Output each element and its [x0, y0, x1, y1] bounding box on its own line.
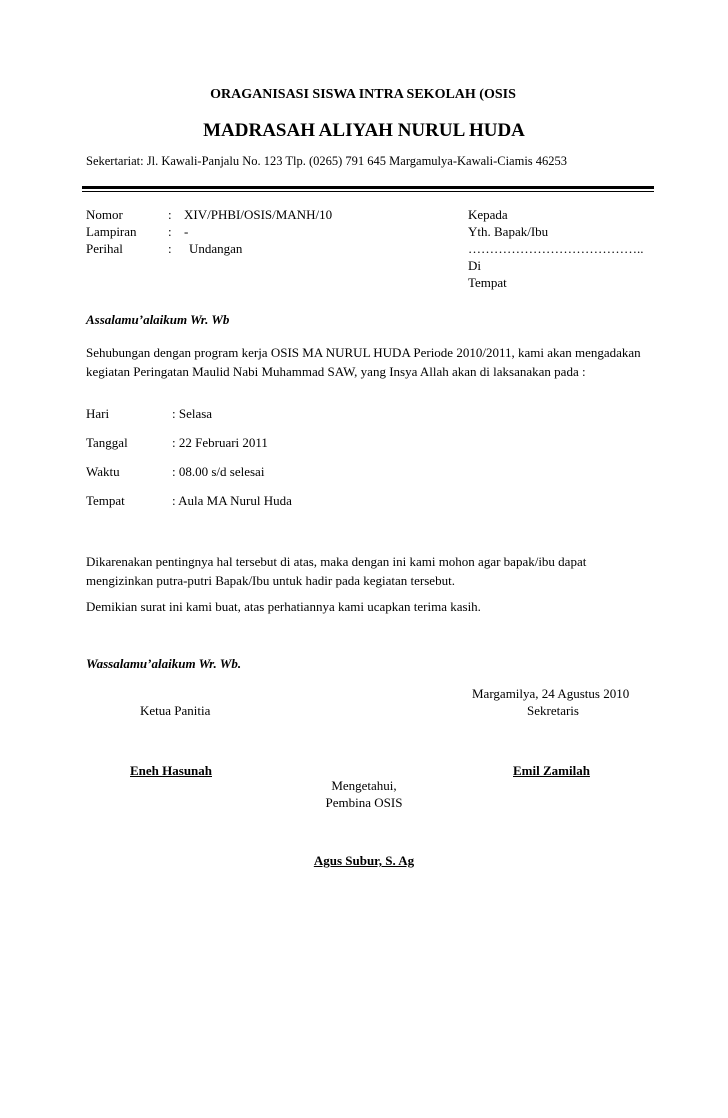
school-name: MADRASAH ALIYAH NURUL HUDA [203, 120, 525, 141]
nomor-colon: : [168, 207, 172, 222]
detail-value-waktu: : 08.00 s/d selesai [172, 464, 265, 479]
perihal-value: Undangan [189, 241, 243, 256]
closing-greeting: Wassalamu’alaikum Wr. Wb. [86, 656, 242, 671]
detail-label-tempat: Tempat [86, 493, 125, 508]
secretariat-address: Sekertariat: Jl. Kawali-Panjalu No. 123 Tlp. (0265) 791 645 Margamulya-Kawali-Ciamis 46253 [86, 154, 568, 168]
request-paragraph: Dikarenakan pentingnya hal tersebut di atas, maka dengan ini kami mohon agar bapak/ibu dapat mengizinkan putra-putri Bapak/Ibu untuk hadir pada kegiatan tersebut. [86, 554, 587, 588]
lampiran-label: Lampiran [86, 224, 137, 239]
advisor-title: Pembina OSIS [325, 795, 403, 810]
header-divider-thick [82, 186, 654, 189]
addressee-line-2: Yth. Bapak/Ibu [468, 224, 549, 239]
header-divider-thin [82, 191, 654, 192]
lampiran-value: - [184, 224, 189, 239]
perihal-label: Perihal [86, 241, 123, 256]
detail-value-hari: : Selasa [172, 406, 213, 421]
detail-label-hari: Hari [86, 406, 110, 421]
detail-label-tanggal: Tanggal [86, 435, 128, 450]
place-date: Margamilya, 24 Agustus 2010 [472, 686, 630, 701]
lampiran-colon: : [168, 224, 172, 239]
organization-line: ORAGANISASI SISWA INTRA SEKOLAH (OSIS [210, 87, 516, 102]
opening-greeting: Assalamu’alaikum Wr. Wb [86, 312, 230, 327]
right-signatory-title: Sekretaris [527, 703, 579, 718]
nomor-value: XIV/PHBI/OSIS/MANH/10 [184, 207, 333, 222]
detail-value-tanggal: : 22 Februari 2011 [172, 435, 268, 450]
right-signatory-name: Emil Zamilah [513, 763, 590, 778]
detail-value-tempat: : Aula MA Nurul Huda [172, 493, 292, 508]
left-signatory-name: Eneh Hasunah [130, 763, 213, 778]
addressee-line-4: Di [468, 258, 481, 273]
acknowledged-label: Mengetahui, [331, 778, 397, 793]
detail-label-waktu: Waktu [86, 464, 120, 479]
intro-paragraph: Sehubungan dengan program kerja OSIS MA NURUL HUDA Periode 2010/2011, kami akan mengadakan kegiatan Peringatan Maulid Nabi Muhammad SAW, yang Insya Allah akan di laksanakan pada : [86, 345, 641, 379]
perihal-colon: : [168, 241, 172, 256]
nomor-label: Nomor [86, 207, 123, 222]
closing-paragraph: Demikian surat ini kami buat, atas perhatiannya kami ucapkan terima kasih. [86, 599, 481, 614]
advisor-name: Agus Subur, S. Ag [313, 853, 415, 868]
addressee-line-1: Kepada [468, 207, 508, 222]
addressee-line-3: ………………………………….. [468, 241, 644, 256]
addressee-line-5: Tempat [468, 275, 507, 290]
left-signatory-title: Ketua Panitia [140, 703, 211, 718]
